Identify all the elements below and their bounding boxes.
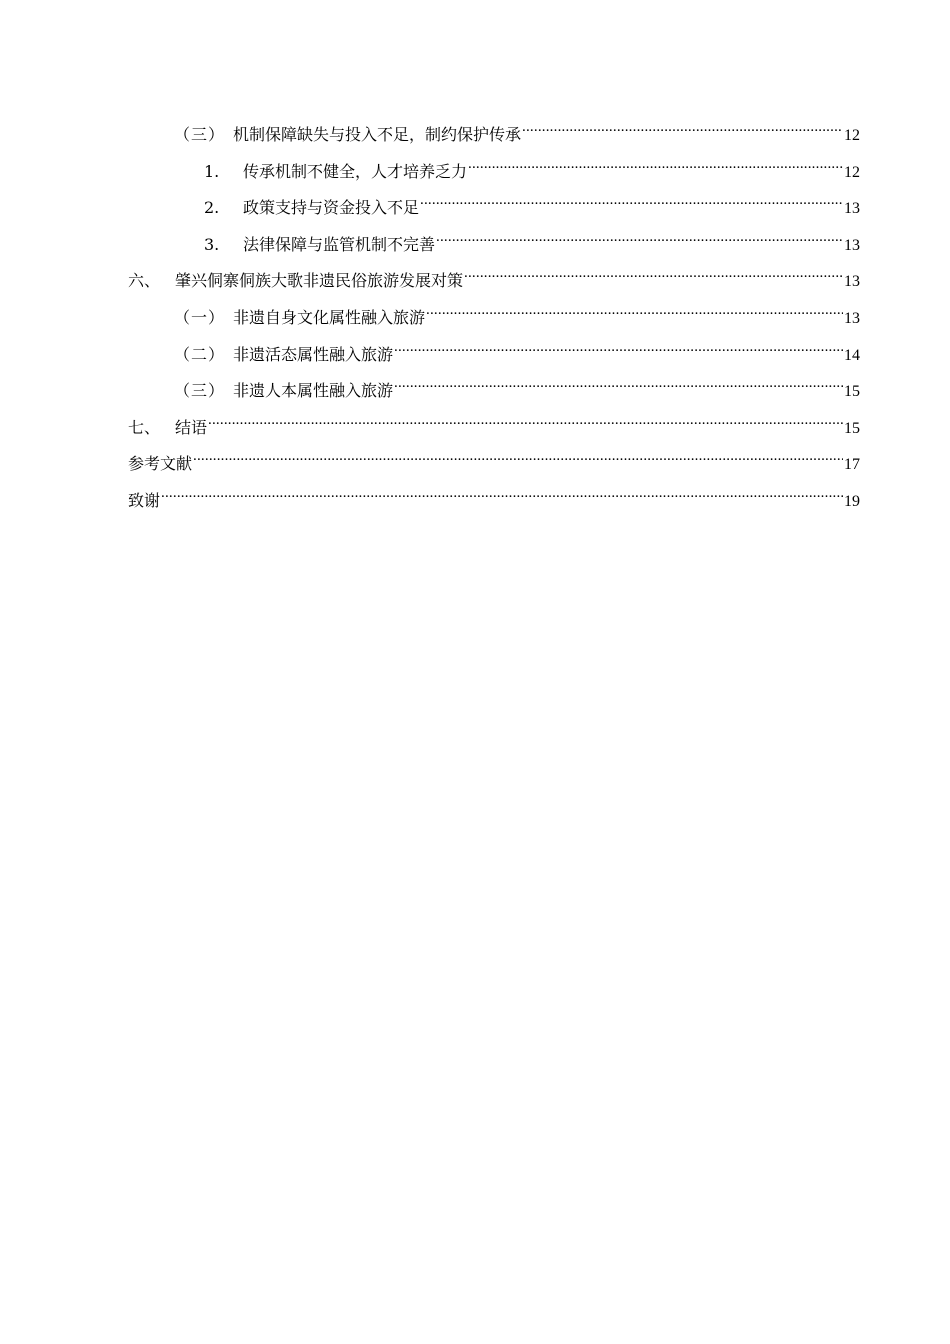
- toc-dot-leader: [394, 368, 843, 396]
- toc-entry-page: 15: [844, 383, 860, 401]
- toc-entry-title: 传承机制不健全，人才培养乏力: [243, 161, 468, 181]
- toc-entry-title: 机制保障缺失与投入不足，制约保护传承: [233, 125, 522, 144]
- toc-entry[interactable]: [128, 222, 860, 259]
- toc-entry-title: 非遗人本属性融入旅游: [233, 381, 394, 401]
- toc-dot-leader: [464, 258, 843, 286]
- toc-entry-number: 1.: [204, 161, 220, 181]
- toc-entry-number: 2.: [204, 198, 220, 218]
- toc-entry-title: 肇兴侗寨侗族大歌非遗民俗旅游发展对策: [175, 271, 464, 291]
- toc-entry-number: （三）: [174, 381, 226, 401]
- toc-entry-number: （二）: [174, 344, 226, 364]
- toc-dot-leader: [522, 112, 843, 140]
- toc-entry[interactable]: [128, 368, 860, 405]
- toc-entry[interactable]: [128, 258, 860, 295]
- toc-entry-page: 17: [844, 456, 860, 474]
- toc-dot-leader: [208, 405, 843, 433]
- toc-entry-number: 七、: [128, 417, 161, 437]
- toc-dot-leader: [161, 478, 843, 506]
- toc-entry-page: 14: [844, 346, 860, 364]
- toc-dot-leader: [436, 222, 843, 250]
- toc-entry-title: 政策支持与资金投入不足: [243, 198, 420, 218]
- toc-entry-title: 结语: [175, 417, 208, 437]
- toc-entry[interactable]: [128, 295, 860, 332]
- toc-entry-number: （一）: [174, 307, 226, 327]
- toc-dot-leader: [468, 149, 843, 177]
- toc-entry-title: 致谢: [128, 490, 161, 510]
- toc-entry-page: 15: [844, 419, 860, 437]
- toc-entry[interactable]: [128, 441, 860, 478]
- toc-entry-number: 3.: [204, 234, 220, 254]
- toc-dot-leader: [193, 441, 843, 469]
- toc-entry-page: 13: [844, 309, 860, 327]
- toc-entry-title: 非遗自身文化属性融入旅游: [233, 307, 426, 327]
- toc-entry[interactable]: [128, 478, 860, 515]
- toc-entry[interactable]: [128, 149, 860, 186]
- toc-entry-page: 12: [844, 127, 860, 144]
- toc-entry-page: 13: [844, 273, 860, 291]
- toc-entry-number: （三）: [174, 125, 226, 144]
- toc-entry-page: 13: [844, 200, 860, 218]
- toc-entry-title: 法律保障与监管机制不完善: [243, 234, 436, 254]
- toc-entry-page: 12: [844, 163, 860, 181]
- toc-entry[interactable]: [128, 185, 860, 222]
- toc-entry-title: 非遗活态属性融入旅游: [233, 344, 394, 364]
- toc-entry-page: 19: [844, 492, 860, 510]
- table-of-contents: [128, 112, 860, 515]
- toc-entry-page: 13: [844, 236, 860, 254]
- toc-entry[interactable]: [128, 405, 860, 442]
- toc-entry-number: 六、: [128, 271, 161, 291]
- toc-entry[interactable]: [128, 332, 860, 369]
- toc-entry-title: 参考文献: [128, 454, 193, 474]
- toc-entry[interactable]: [128, 112, 860, 149]
- toc-dot-leader: [420, 185, 843, 213]
- toc-dot-leader: [394, 332, 843, 360]
- toc-dot-leader: [426, 295, 843, 323]
